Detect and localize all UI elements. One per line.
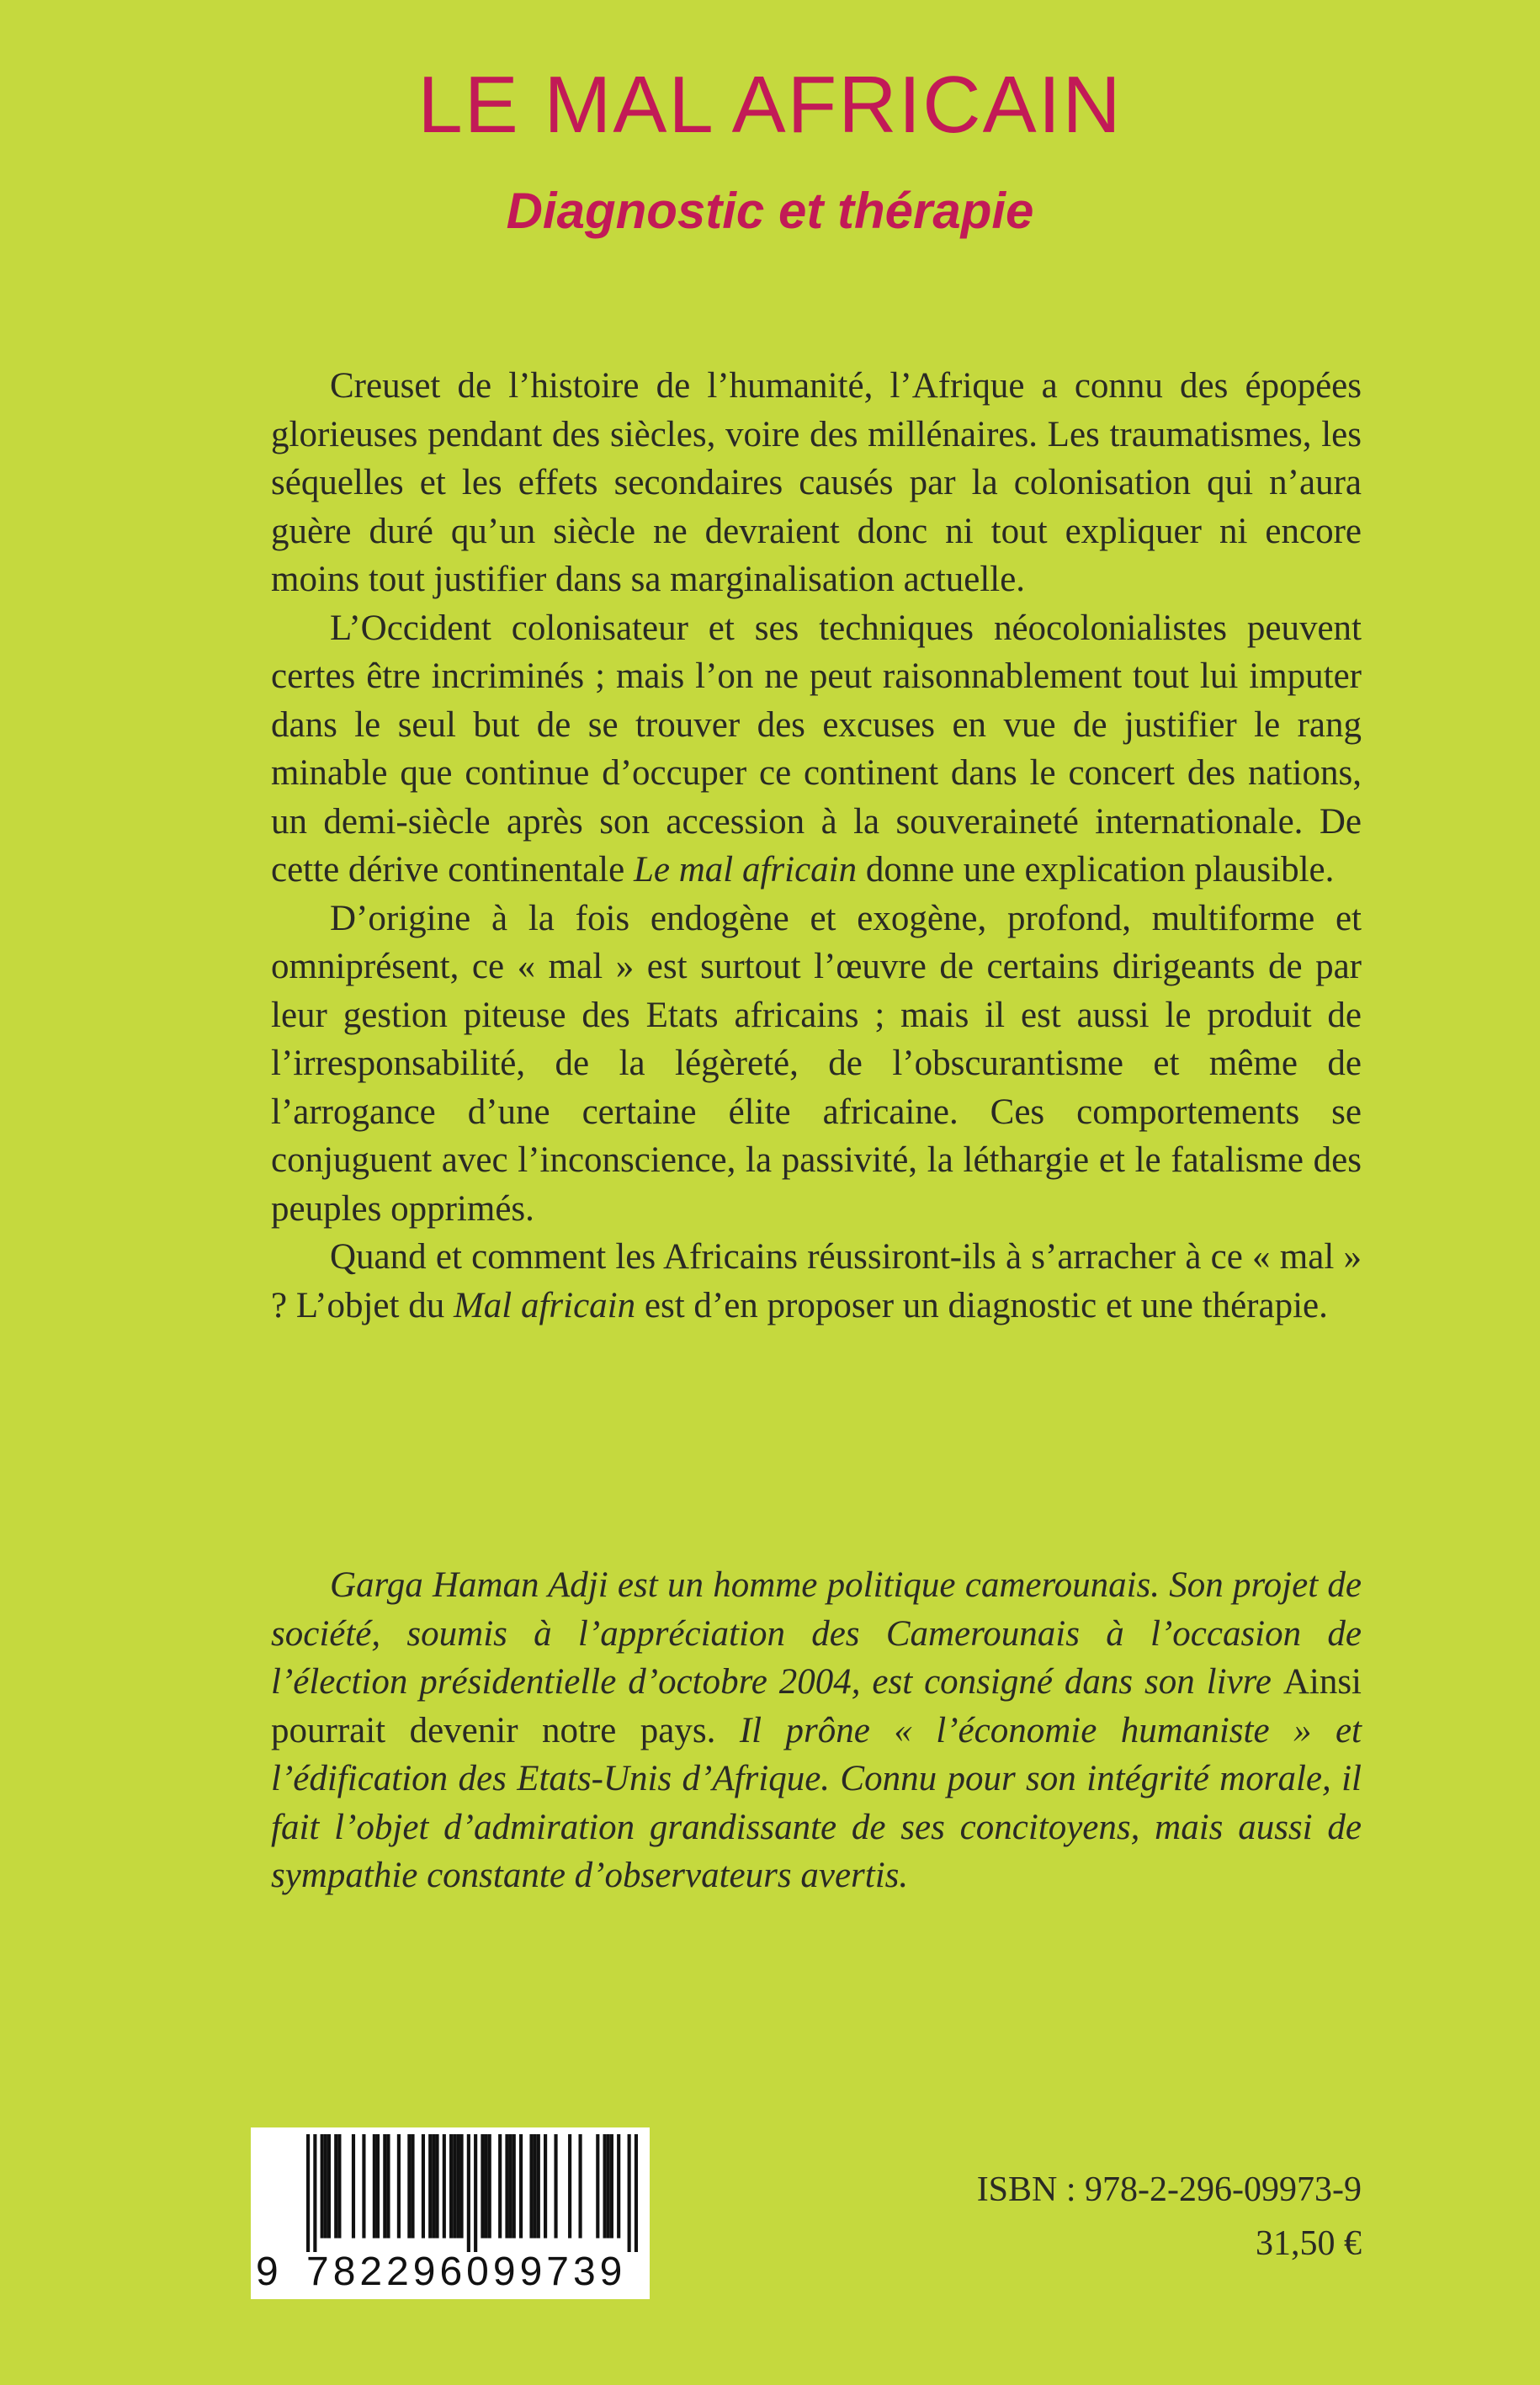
barcode-bar: [435, 2134, 438, 2239]
blurb-paragraph-3: D’origine à la fois endogène et exogène, profond, multiforme et omniprésent, ce « mal » est surtout l’œuvre de certains dirigeants de par leur gestion piteuse des Etats africains ; mais il est aussi le produit de l’irresponsabilité, de la légèreté, de l’obscurantisme et même de l’arrogance d’une certaine élite africaine. Ces comportements se conjuguent avec l’inconscience, la passivité, la léthargie et le fatalisme des peuples opprimés.: [271, 898, 1362, 1229]
barcode-bar: [537, 2134, 540, 2239]
barcode-bar: [443, 2134, 446, 2239]
blurb-p4-text-a: Quand et comment les Africains réussiront-ils à s’arracher à ce « mal » ? L’objet du: [271, 1237, 1362, 1325]
barcode-bar: [407, 2134, 411, 2239]
author-bio-part-1: Garga Haman Adji est un homme politique camerounais. Son projet de société, soumis à l’appréciation des Camerounais à l’occasion de l’élection présidentielle d’octobre 2004, est consigné dans son livre: [271, 1565, 1362, 1702]
barcode-bar: [617, 2134, 620, 2239]
blurb-p2-book-title: Le mal africain: [633, 850, 858, 890]
barcode-bar: [628, 2134, 631, 2252]
barcode-first-digit: 9: [256, 2250, 283, 2294]
barcode-bar: [334, 2134, 337, 2239]
blurb-p2-text-b: donne une explication plausible.: [857, 850, 1335, 890]
barcode-bar: [534, 2134, 537, 2239]
barcode-digit-string: 782296099739: [306, 2250, 627, 2294]
barcode-bar: [321, 2134, 324, 2239]
barcode-bar: [383, 2134, 386, 2239]
barcode-bar: [324, 2134, 327, 2239]
barcode-bar: [428, 2134, 432, 2239]
author-bio-book-title: Ainsi pourrait devenir notre pays.: [271, 1662, 1362, 1750]
barcode-bar: [352, 2134, 355, 2239]
barcode-bar: [488, 2134, 491, 2239]
barcode-bar: [327, 2134, 331, 2239]
book-title: LE MAL AFRICAIN: [417, 60, 1123, 150]
barcode-bar: [596, 2134, 599, 2239]
barcode-bar: [337, 2134, 341, 2239]
barcode-bar: [456, 2134, 459, 2239]
barcode-bar: [512, 2134, 516, 2239]
barcode-digits: [251, 2247, 650, 2297]
barcode-bar: [505, 2134, 508, 2239]
back-cover-blurb: [271, 362, 1362, 1330]
author-bio: [271, 1561, 1362, 1900]
author-bio-part-2: Il prône « l’économie humaniste » et l’édification des Etats-Unis d’Afrique. Connu pour son intégrité morale, il fait l’objet d’admiration grandissante de ses concitoyens, mais aussi de sympathie constante d’observateurs avertis.: [271, 1710, 1362, 1895]
blurb-paragraph-4: [271, 1233, 1362, 1330]
barcode-bar: [422, 2134, 425, 2239]
barcode-bar: [467, 2134, 470, 2252]
blurb-paragraph-2: [271, 604, 1362, 895]
barcode-bar: [397, 2134, 401, 2239]
barcode-bar: [610, 2134, 613, 2239]
barcode-bar: [607, 2134, 610, 2239]
barcode-bar: [306, 2134, 310, 2252]
barcode-bar: [411, 2134, 414, 2239]
barcode-bar: [498, 2134, 502, 2239]
isbn-barcode: [251, 2127, 650, 2299]
blurb-p4-text-b: est d’en proposer un diagnostic et une thérapie.: [635, 1285, 1328, 1325]
barcode-bar: [376, 2134, 380, 2239]
price: 31,50 €: [1256, 2224, 1362, 2263]
barcode-bar: [373, 2134, 376, 2239]
barcode-bar: [568, 2134, 571, 2239]
barcode-bar: [578, 2134, 581, 2239]
barcode-bar: [509, 2134, 512, 2239]
barcode-bar: [544, 2134, 547, 2239]
barcode-bar: [459, 2134, 463, 2239]
barcode-bar: [474, 2134, 477, 2252]
barcode-bar: [362, 2134, 365, 2239]
barcode-bar: [386, 2134, 390, 2239]
barcode-bar: [485, 2134, 488, 2239]
blurb-p2-text-a: L’Occident colonisateur et ses techniques néocolonialistes peuvent certes être incriminés ; mais l’on ne peut raisonnablement tout lui imputer dans le seul but de se trouver des excuses en vue de justifier le rang minable que continue d’occuper ce continent dans le concert des nations, un demi-siècle après son accession à la souveraineté internationale. De cette dérive continentale: [271, 608, 1362, 890]
barcode-bar: [453, 2134, 456, 2239]
isbn-number: ISBN : 978-2-296-09973-9: [976, 2170, 1362, 2209]
barcode-bar: [603, 2134, 607, 2239]
blurb-p4-book-title: Mal africain: [453, 1285, 636, 1325]
barcode-bar: [481, 2134, 484, 2239]
barcode-bar: [449, 2134, 453, 2239]
blurb-paragraph-1: Creuset de l’histoire de l’humanité, l’Afrique a connu des épopées glorieuses pendant des siècles, voire des millénaires. Les traumatismes, les séquelles et les effets secondaires causés par la colonisation qui n’aura guère duré qu’un siècle ne devraient donc ni tout expliquer ni encore moins tout justifier dans sa marginalisation actuelle.: [271, 366, 1362, 599]
barcode-bar: [635, 2134, 638, 2252]
barcode-bar: [313, 2134, 316, 2252]
barcode-bar: [554, 2134, 557, 2239]
barcode-bar: [529, 2134, 533, 2239]
barcode-bars: [306, 2134, 638, 2252]
book-subtitle: Diagnostic et thérapie: [506, 183, 1034, 239]
barcode-bar: [432, 2134, 435, 2239]
barcode-bar: [519, 2134, 523, 2239]
